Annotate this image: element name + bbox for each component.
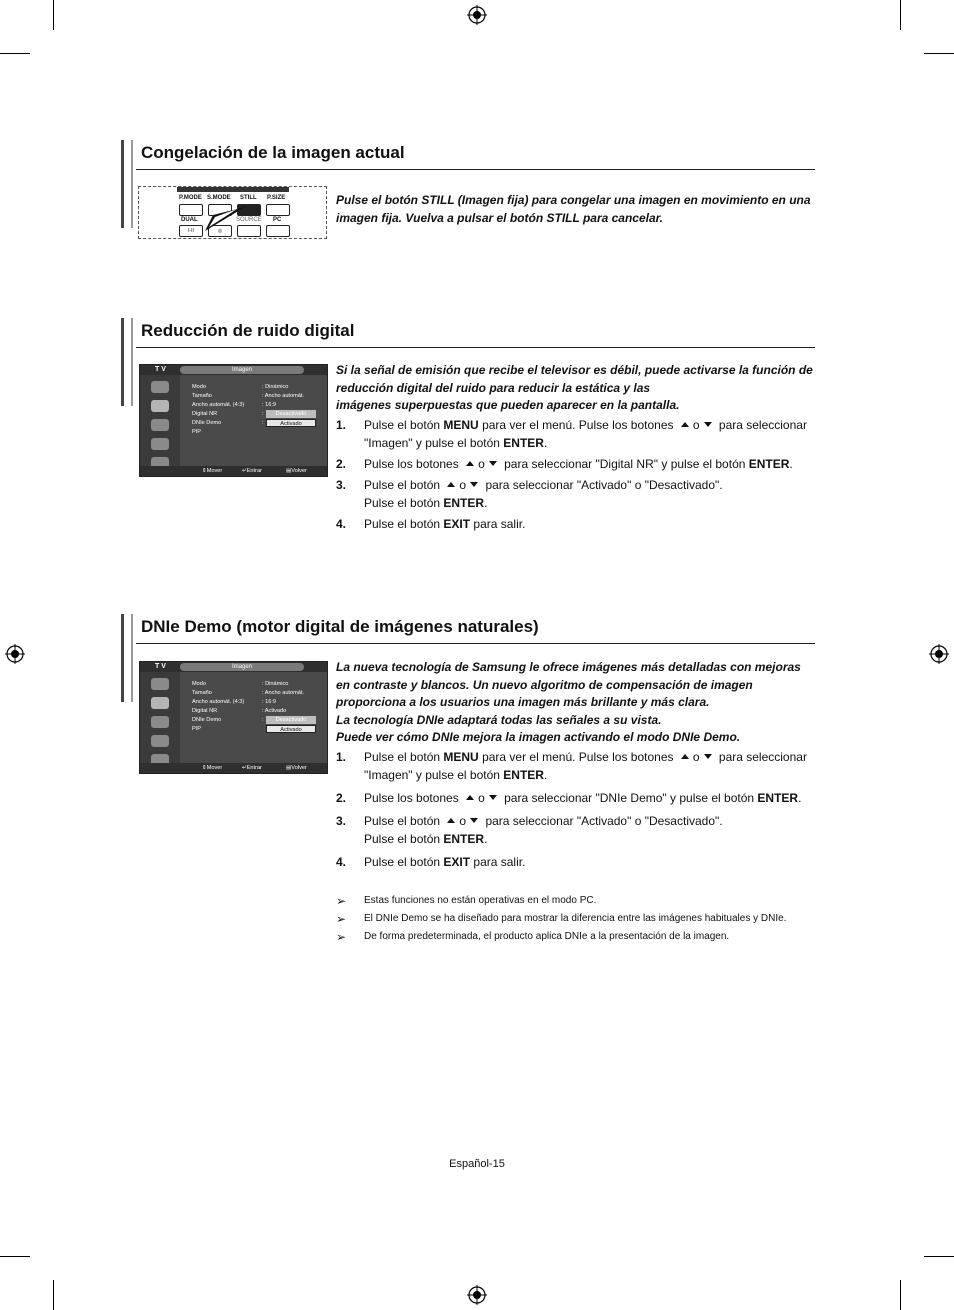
input-icon [151,381,169,393]
osd-tv-label: T V [155,366,166,373]
section-bar [121,614,133,702]
section-rule [136,347,815,348]
osd-tab-imagen: Imagen [180,663,304,671]
osd-row-label: Digital NR [192,411,218,417]
osd-row-value: : 16:9 [262,402,276,408]
step-item: 3. Pulse el botón o para seleccionar "Activado" o "Desactivado". Pulse el botón ENTER. [336,478,723,510]
osd-row-label: Modo [192,384,206,390]
note-arrow-icon: ➢ [336,912,347,926]
crop-mark [53,1280,54,1310]
tv-menu-screenshot-digital-nr [139,364,328,477]
section-title: DNIe Demo (motor digital de imágenes naturales) [141,617,539,636]
osd-row-label: DNIe Demo [192,420,222,426]
note-item: ➢ El DNIe Demo se ha diseñado para mostrar la diferencia entre las imágenes habituales y DNIe. [336,912,787,926]
up-arrow-icon [681,754,689,759]
source-label: SOURCE [236,217,262,223]
page-number: Español-15 [449,1158,505,1170]
dual-icon: I-II [188,228,194,234]
up-arrow-icon [681,422,689,427]
osd-footer-enter: ↵ Entrar [242,468,262,474]
picture-icon [151,400,169,412]
crop-mark [900,1280,901,1310]
osd-row-label: Tamaño [192,690,212,696]
osd-footer-move: ⇕ Mover [202,468,223,474]
crop-mark [924,53,954,54]
up-arrow-icon [466,461,474,466]
step-item: 1. Pulse el botón MENU para ver el menú. Pulse los botones o para seleccionar "Imagen" y pulse el botón ENTER. [336,750,807,782]
osd-footer-move: ⇕ Mover [202,765,223,771]
psize-button[interactable] [266,204,290,216]
down-arrow-icon [470,482,478,487]
osd-row-value: : [262,717,264,723]
crop-mark [900,0,901,30]
registration-mark-icon [467,1285,487,1305]
pc-button[interactable] [266,225,290,237]
section-title: Reducción de ruido digital [141,321,355,340]
osd-footer-back: ▤ Volver [286,468,307,474]
osd-row-value: : 16:9 [262,699,276,705]
osd-footer [140,466,327,476]
crop-mark [924,1256,954,1257]
remote-control-illustration [138,186,327,239]
step-item: 4. Pulse el botón EXIT para salir. [336,517,526,531]
section-bar [121,318,133,406]
up-arrow-icon [447,818,455,823]
osd-sidebar [140,672,180,763]
sound-icon [151,716,169,728]
osd-row-value: : Activado [262,708,287,714]
osd-row-label: Tamaño [192,393,212,399]
up-arrow-icon [447,482,455,487]
osd-row-label: PIP [192,726,202,732]
pc-label: PC [273,217,282,223]
steps-list [336,748,814,871]
registration-mark-icon [467,5,487,25]
note-item: ➢ Estas funciones no están operativas en el modo PC. [336,894,597,908]
section-bar [121,140,133,228]
sound-icon [151,419,169,431]
up-arrow-icon [466,795,474,800]
notes-list [336,892,814,946]
section-title: Congelación de la imagen actual [141,143,405,162]
osd-row-value: : [262,420,264,426]
step-item: 4. Pulse el botón EXIT para salir. [336,855,526,869]
crop-mark [0,53,30,54]
down-arrow-icon [704,422,712,427]
input-icon [151,678,169,690]
note-arrow-icon: ➢ [336,894,347,908]
dual-label: DUAL [181,217,198,223]
section-intro: Si la señal de emisión que recibe el televisor es débil, puede activarse la función de reducción digital del ruido para reducir la estática y las imágenes superpuestas que pueden aparecer en la pantalla. [336,363,813,412]
crop-mark [53,0,54,30]
still-label: STILL [240,195,257,201]
smode-label: S.MODE [207,195,231,201]
note-arrow-icon: ➢ [336,930,347,944]
osd-row-label: Modo [192,681,206,687]
osd-row-value: : Ancho automát. [262,393,304,399]
osd-row-label: PIP [192,429,202,435]
osd-option-desactivado: Desactivado [266,410,316,418]
section-intro: Pulse el botón STILL (Imagen fija) para congelar una imagen en movimiento en una imagen fija. Vuelva a pulsar el botón STILL para cancelar. [336,193,811,225]
osd-row-label: Ancho automát. (4:3) [192,402,245,408]
step-item: 3. Pulse el botón o para seleccionar "Activado" o "Desactivado". Pulse el botón ENTER. [336,814,723,846]
mute-button[interactable]: ◎ [208,225,232,237]
psize-label: P.SIZE [267,195,286,201]
osd-footer [140,763,327,773]
step-item: 2. Pulse los botones o para seleccionar "DNIe Demo" y pulse el botón ENTER. [336,791,802,805]
osd-option-desactivado: Desactivado [266,716,316,724]
step-item: 2. Pulse los botones o para seleccionar "Digital NR" y pulse el botón ENTER. [336,457,793,471]
note-item: ➢ De forma predeterminada, el producto aplica DNIe a la presentación de la imagen. [336,930,730,944]
osd-sidebar [140,375,180,466]
osd-row-label: DNIe Demo [192,717,222,723]
osd-row-label: Digital NR [192,708,218,714]
osd-row-value: : Ancho automát. [262,690,304,696]
pointer-arrow-icon [199,201,249,235]
osd-option-activado: Activado [266,419,316,427]
pmode-label: P.MODE [179,195,202,201]
channel-icon [151,438,169,450]
osd-option-activado: Activado [266,725,316,733]
osd-row-value: : Dinámico [262,384,289,390]
registration-mark-icon [5,644,25,664]
osd-row-label: Ancho automát. (4:3) [192,699,245,705]
down-arrow-icon [489,461,497,466]
steps-list [336,416,814,533]
down-arrow-icon [704,754,712,759]
down-arrow-icon [489,795,497,800]
section-rule [136,169,815,170]
tv-menu-screenshot-dnie-demo [139,661,328,774]
osd-footer-enter: ↵ Entrar [242,765,262,771]
step-item: 1. Pulse el botón MENU para ver el menú. Pulse los botones o para seleccionar "Imagen" y pulse el botón ENTER. [336,418,807,450]
osd-row-value: : Dinámico [262,681,289,687]
crop-mark [0,1256,30,1257]
registration-mark-icon [929,644,949,664]
osd-row-value: : [262,411,264,417]
section-intro: La nueva tecnología de Samsung le ofrece imágenes más detalladas con mejoras en contraste y blancos. Un nuevo algoritmo de compensación de imagen proporciona a los usuarios una imagen más brillante y más clara. La tecnología DNIe adaptará todas las señales a su vista. Puede ver cómo DNIe mejora la imagen activando el modo DNIe Demo. [336,660,801,744]
osd-footer-back: ▤ Volver [286,765,307,771]
osd-tab-imagen: Imagen [180,366,304,374]
picture-icon [151,697,169,709]
osd-tv-label: T V [155,663,166,670]
remote-top-buttons [177,187,289,192]
section-rule [136,643,815,644]
channel-icon [151,735,169,747]
down-arrow-icon [470,818,478,823]
